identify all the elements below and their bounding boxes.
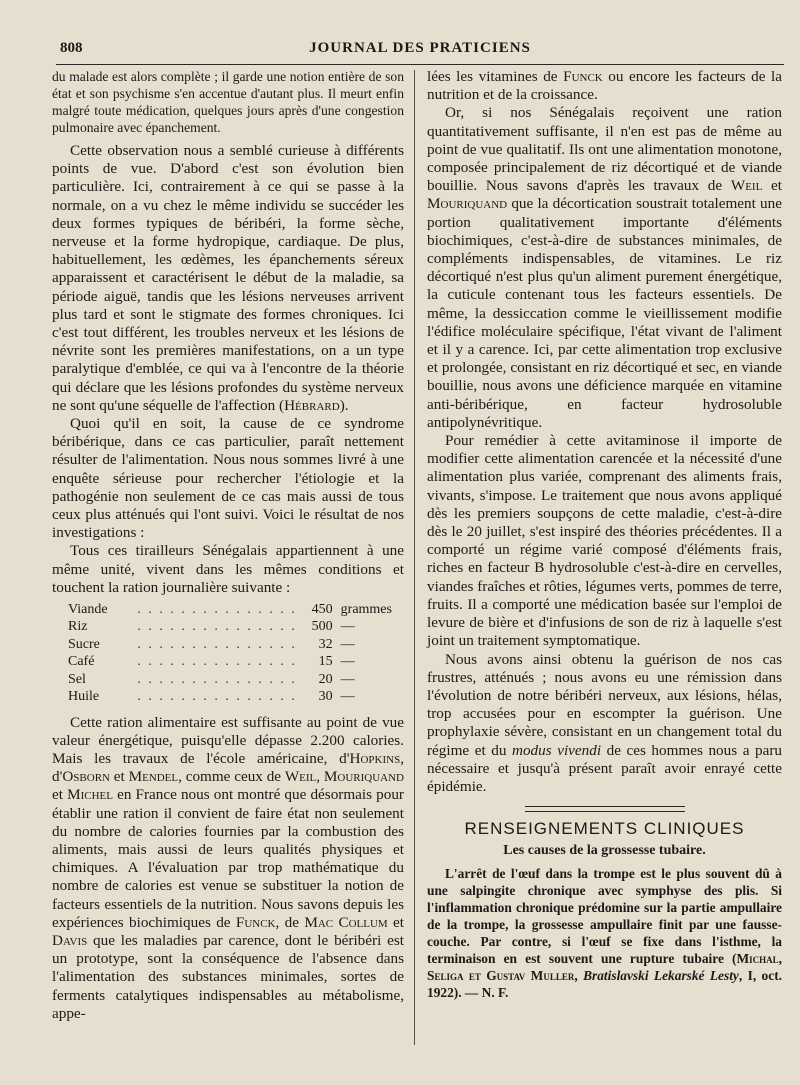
right-column xyxy=(427,68,782,1001)
paragraph-text: de ces hommes nous a paru nécessaire et jusqu'à présent paraît avoir enrayé cette épidémie. xyxy=(427,741,782,795)
author-name: Weil xyxy=(284,768,317,786)
left-column xyxy=(52,68,404,1023)
ration-unit: — xyxy=(340,671,355,687)
ration-quantity: 500 xyxy=(311,619,333,635)
ration-item: Café xyxy=(68,654,95,670)
observation-end-paragraph: du malade est alors complète ; il garde une notion entière de son état et son psychisme s'en accentue d'autant plus. Il meurt enfin malgré toute médication, quelques jours après d'une congestion pulmonaire avec épanchement. xyxy=(52,69,404,135)
paragraph-text: que la décortication soustrait totalement une portion qualitativement importante d'éléments biochimiques, c'est-à-dire de substances minimales, de compléments indispensables, de vitamines. Le riz décortiqué n'est plus qu'un aliment purement énergétique, la cuticule contenant tous les facteurs essentiels. De même, la dessiccation comme le vieillissement modifie l'édifice moléculaire spécifique, l'état vivant de l'aliment et il y a carence. Ici, par cette alimentation trop exclusive et prolongée, consistant en riz décortiqué et sec, en viande bouillie, nous avons une déficience marquée en vitamine anti-béribérique, en facteur hydrosoluble antipolynévritique. xyxy=(427,195,782,431)
outcome-paragraph xyxy=(427,651,782,797)
section-separator xyxy=(525,806,685,812)
ration-unit: grammes xyxy=(340,602,392,618)
paragraph-text: , de xyxy=(275,913,305,931)
treatment-paragraph: Pour remédier à cette avitaminose il importe de modifier cette alimentation carencée et la nécessité d'une alimentation plus variée, comprenant des aliments frais, vivants, s'impose. Le traitement que nous avons appliqué dès les premiers soupçons de cette maladie, c'est-à-dire dès le 20 juillet, s'est inspiré des théories précédentes. Il a comporté un régime varié composé d'éléments frais, riches en facteur B hydrosoluble c'est-à-dire en cervelles, viandes fraîches et rôties, légumes verts, pommes de terre, fruits. Il a comporté une médication basée sur l'emploi de levure de bière et d'infusions de son de riz à laquelle s'est joint un traitement symptomatique. xyxy=(427,432,782,650)
ration-unit: — xyxy=(340,636,355,652)
ration-item: Huile xyxy=(68,689,100,705)
table-row xyxy=(68,601,404,618)
table-row xyxy=(68,653,404,670)
author-name: Mouriquand xyxy=(427,195,508,213)
ration-quantity: 20 xyxy=(318,671,333,687)
observation-comment-paragraph xyxy=(52,142,404,415)
note-text: , xyxy=(574,967,584,983)
table-row xyxy=(68,671,404,688)
page-header xyxy=(56,38,784,65)
leader-dots: . . . . . . . . . . . . . . . xyxy=(137,689,297,705)
leader-dots: . . . . . . . . . . . . . . . xyxy=(137,654,297,670)
author-name: Hopkins xyxy=(349,749,401,767)
ration-unit: — xyxy=(340,654,355,670)
paragraph-text: Cette ration alimentaire est suffisante au point de vue valeur énergétique, puisqu'elle dépasse 2.200 calories. Mais les travaux de l'école américaine, d' xyxy=(52,713,404,767)
ration-quantity: 32 xyxy=(318,636,333,652)
ration-item: Sel xyxy=(68,671,86,687)
leader-dots: . . . . . . . . . . . . . . . xyxy=(137,636,297,652)
paragraph-text: et xyxy=(762,177,782,195)
page-number: 808 xyxy=(60,40,83,56)
author-name: Hébrard xyxy=(284,396,340,414)
paragraph-text: en France nous ont montré que désormais pour établir une ration il convient de faire état non seulement du nombre de calories fournies par la combustion des aliments, mais aussi de leurs qualités physiques et chimiques. A l'évaluation par trop mathématique du nombre de calories est venue se substituer la notion de facteurs essentiels de la nutrition. Nous savons depuis les expériences biochimiques de xyxy=(52,786,404,931)
ration-unit: — xyxy=(340,619,355,635)
author-name: Osborn xyxy=(62,768,110,786)
author-name: Mouriquand xyxy=(323,768,404,786)
leader-dots: . . . . . . . . . . . . . . . xyxy=(137,671,297,687)
column-divider xyxy=(414,70,415,1045)
author-name: Michel xyxy=(67,786,113,804)
paragraph-text: ). xyxy=(339,396,349,414)
daily-ration-table xyxy=(68,601,404,705)
note-source: Bratislavski Lekarské Lesty xyxy=(583,967,739,983)
author-name: Mac Collum xyxy=(304,913,388,931)
author-name: Weil xyxy=(730,177,763,195)
paragraph-text: que les maladies par carence, dont le béribéri est un prototype, sont la conséquence de l'absence dans l'alimentation des substances minimales, sortes de ferments catalytiques indispensables au métabolisme, appe- xyxy=(52,931,404,1022)
paragraph-text: , xyxy=(316,768,324,786)
author-name: Davis xyxy=(52,931,88,949)
article-title: Les causes de la grossesse tubaire. xyxy=(503,843,706,859)
paragraph-text: et xyxy=(110,768,129,786)
paragraph-text: Nous avons ainsi obtenu la guérison de nos cas frustres, atténués ; nous avons eu une rémission dans l'évolution de notre béribéri nerveux, aux lésions, hélas, trop accusées pour en escompter la guérison. Une prophylaxie sévère, consistant en un changement total du régime et du xyxy=(427,650,782,759)
section-heading: RENSEIGNEMENTS CLINIQUES xyxy=(464,819,745,839)
table-row xyxy=(68,636,404,653)
ration-analysis-paragraph xyxy=(52,714,404,1023)
vitamins-paragraph xyxy=(427,68,782,104)
note-text: , I, oct. 1922). — N. F. xyxy=(427,967,782,1000)
author-name: Mendel xyxy=(128,768,179,786)
clinical-note xyxy=(427,865,782,1001)
ration-quantity: 30 xyxy=(318,689,333,705)
latin-phrase: modus vivendi xyxy=(511,741,602,759)
ration-item: Viande xyxy=(68,602,108,618)
leader-dots: . . . . . . . . . . . . . . . xyxy=(137,602,297,618)
paragraph-text: et xyxy=(52,786,68,804)
paragraph-text: Or, si nos Sénégalais reçoivent une ration quantitativement suffisante, il n'en est pas de même au point de vue qualitatif. Ils ont une alimentation monotone, composée principalement de riz décortiqué et de viande bouillie. Nous savons d'après les travaux de xyxy=(427,104,782,195)
table-row xyxy=(68,618,404,635)
paragraph-text: lées les vitamines de xyxy=(427,68,564,85)
note-text: L'arrêt de l'œuf dans la trompe est le plus souvent dû à une salpingite chronique avec symphyse des plis. Si l'inflammation chronique prédomine sur la partie ampullaire de la trompe, la grossesse ampullaire finit par une fausse-couche. Par contre, si l'œuf se fixe dans l'isthme, la terminaison en est souvent une rupture tubaire ( xyxy=(427,865,782,966)
paragraph-text: ou encore les facteurs de la nutrition et de la croissance. xyxy=(427,68,782,104)
author-name: Funck xyxy=(563,68,603,85)
note-authors: Michal, Seliga et Gustav Muller xyxy=(427,950,782,983)
paragraph-text: et xyxy=(387,913,405,931)
journal-title: JOURNAL DES PRATICIENS xyxy=(309,40,531,56)
ration-intro-paragraph: Tous ces tirailleurs Sénégalais appartiennent à une même unité, vivent dans les mêmes conditions et touchent la ration journalière suivante : xyxy=(52,542,404,596)
ration-item: Sucre xyxy=(68,636,100,652)
cause-paragraph: Quoi qu'il en soit, la cause de ce syndrome béribérique, dans ce cas particulier, paraît nettement résulter de l'alimentation. Nous nous sommes livré à une enquête sérieuse pour rechercher l'étiologie et la pathogénie non seulement de ce cas mais aussi de tous ceux plus atténués qui l'ont suivi. Voici le résultat de nos investigations : xyxy=(52,415,404,542)
ration-item: Riz xyxy=(68,619,88,635)
table-row xyxy=(68,688,404,705)
paragraph-text: Cette observation nous a semblé curieuse à différents points de vue. D'abord c'est son évolution bien particulière. Ici, contrairement à ce qui se passe à la normale, on a vu chez le même individu se succéder les deux formes typiques de béribéri, la forme sèche, nerveuse et la forme hydropique, cardiaque. De plus, habituellement, les œdèmes, les épanchements séreux apparaissent et caractérisent le début de la maladie, sa période aiguë, tandis que les lésions nerveuses arrivent plus tard et sont le stigmate des formes chroniques. Ici c'est tout différent, les troubles nerveux et les lésions de névrite sont les premières manifestations, on a un type paralytique d'emblée, ce qui va à l'encontre de la théorie qui déclare que les lésions profondes du système nerveux ne sont qu'une séquelle de l'affection ( xyxy=(52,142,404,414)
ration-quantity: 450 xyxy=(311,602,333,618)
author-name: Funck xyxy=(235,913,276,931)
ration-quantity: 15 xyxy=(318,654,333,670)
diet-quality-paragraph xyxy=(427,104,782,432)
paragraph-text: , comme ceux de xyxy=(178,768,285,786)
leader-dots: . . . . . . . . . . . . . . . xyxy=(137,619,297,635)
ration-unit: — xyxy=(340,689,355,705)
paragraph-text: , d' xyxy=(52,749,404,786)
